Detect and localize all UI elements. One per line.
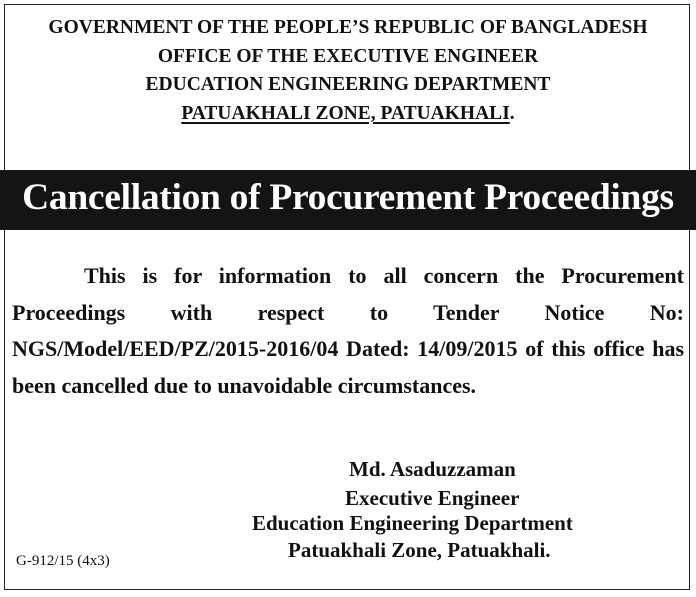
government-line: GOVERNMENT OF THE PEOPLE’S REPUBLIC OF BANGLADESH xyxy=(48,17,648,38)
signatory-name: Md. Asaduzzaman xyxy=(349,457,516,481)
signatory-department: Education Engineering Department xyxy=(252,511,573,535)
notice-body xyxy=(12,258,684,404)
zone-text: PATUAKHALI ZONE, PATUAKHALI xyxy=(181,102,510,124)
notice-title: Cancellation of Procurement Proceedings xyxy=(22,177,674,218)
zone-suffix: . xyxy=(509,102,515,124)
office-line: OFFICE OF THE EXECUTIVE ENGINEER xyxy=(157,45,539,67)
zone-line xyxy=(0,100,696,129)
reference-code: G-912/15 (4x3) xyxy=(16,553,110,569)
letterhead xyxy=(0,14,696,128)
signatory-title: Executive Engineer xyxy=(345,486,520,510)
signatory-location: Patuakhali Zone, Patuakhali. xyxy=(288,538,551,562)
notice-paragraph: This is for information to all concern the Procurement Proceedings with respect to Tender Notice No: NGS/Model/EED/PZ/2015-2016/04 Dated: 14/09/2015 of this office has been cancelled due to unavoidable circumstances. xyxy=(12,263,684,398)
department-line: EDUCATION ENGINEERING DEPARTMENT xyxy=(145,74,551,95)
